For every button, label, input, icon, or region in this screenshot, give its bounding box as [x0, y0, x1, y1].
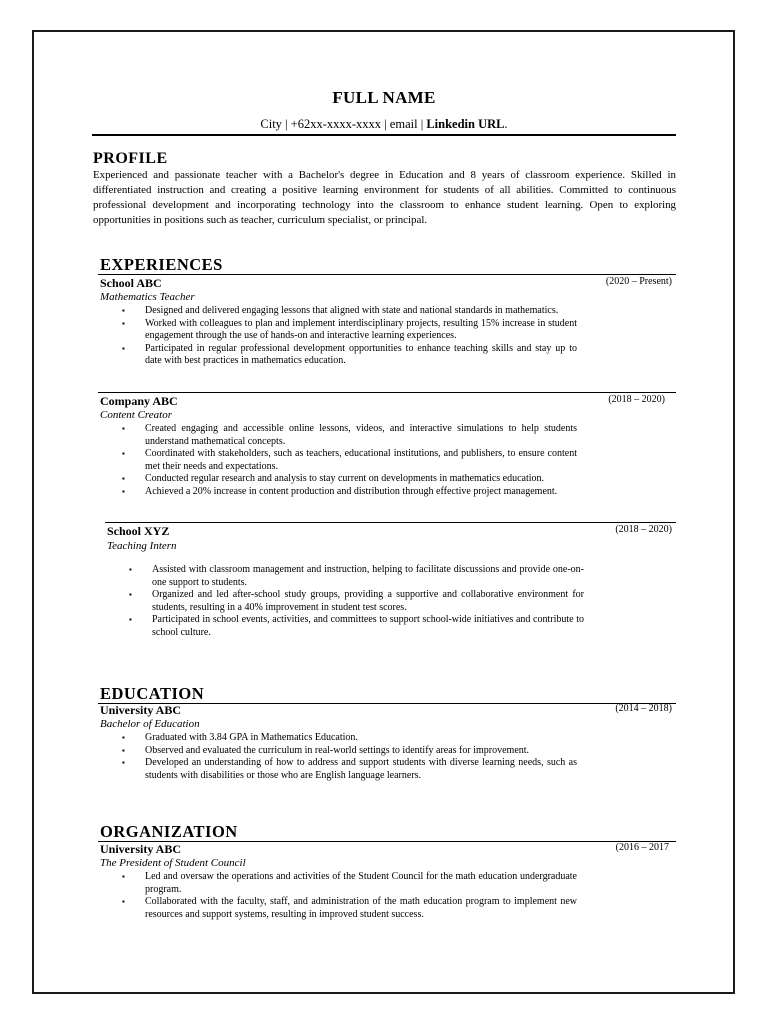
list-item: ▪ Collaborated with the faculty, staff, and administration of the math education program to implement new resources and support systems, resulting in improved student success. — [145, 896, 577, 921]
experience-2-divider — [98, 392, 676, 393]
experience-2-name: Company ABC — [100, 394, 178, 408]
education-role: Bachelor of Education — [100, 718, 200, 730]
list-item: ▪ Led and oversaw the operations and activities of the Student Council for the math education undergraduate program. — [145, 871, 577, 896]
education-heading: EDUCATION — [100, 684, 205, 703]
experience-2-date: (2018 – 2020) — [608, 394, 665, 405]
full-name: FULL NAME — [332, 88, 436, 107]
organization-name: University ABC — [100, 842, 181, 856]
profile-heading: PROFILE — [93, 150, 168, 167]
list-item: ▪ Worked with colleagues to plan and implement interdisciplinary projects, resulting 15% increase in student engagement through the use of hands-on and interactive learning experiences. — [145, 318, 577, 343]
experience-3-date: (2018 – 2020) — [615, 524, 672, 535]
experience-1-role: Mathematics Teacher — [100, 291, 195, 303]
experience-3-role: Teaching Intern — [107, 540, 177, 552]
list-item: ▪ Achieved a 20% increase in content production and distribution through effective project management. — [145, 486, 577, 499]
list-item: ▪ Assisted with classroom management and instruction, helping to facilitate discussions and provide one-on-one support to students. — [152, 564, 584, 589]
experience-1-date: (2020 – Present) — [605, 276, 672, 287]
education-bullets — [145, 732, 577, 782]
experiences-divider — [98, 274, 676, 275]
list-item: ▪ Observed and evaluated the curriculum in real-world settings to identify areas for improvement. — [145, 745, 577, 758]
organization-heading: ORGANIZATION — [100, 822, 238, 841]
experiences-heading: EXPERIENCES — [100, 255, 223, 274]
list-item: ▪ Designed and delivered engaging lessons that aligned with state and national standards in mathematics. — [145, 305, 577, 318]
education-date: (2014 – 2018) — [615, 703, 672, 714]
experience-1-name: School ABC — [100, 276, 162, 290]
linkedin-link[interactable]: Linkedin URL — [426, 117, 505, 131]
education-name: University ABC — [100, 703, 181, 717]
contact-line — [0, 117, 768, 132]
contact-details: City | +62xx-xxxx-xxxx | email | — [260, 117, 427, 131]
experience-2-bullets — [145, 423, 577, 499]
experience-3-name: School XYZ — [107, 524, 170, 538]
list-item: ▪ Coordinated with stakeholders, such as teachers, educational institutions, and publishers, to ensure content met their needs and expectations. — [145, 448, 577, 473]
profile-summary: Experienced and passionate teacher with a Bachelor's degree in Education and 8 years of classroom experience. Skilled in differentiated instruction and creating a positive learning environment for students of all abilities. Committed to continuous professional development and incorporating technology into the classroom to enhance student learning. Open to exploring opportunities in positions such as teacher, curriculum specialist, or principal. — [93, 169, 676, 227]
header-divider — [92, 134, 676, 136]
experience-3-divider — [105, 522, 676, 523]
contact-end: . — [504, 117, 508, 131]
experience-3-bullets — [152, 564, 584, 640]
experience-1-bullets — [145, 305, 577, 368]
list-item: ▪ Participated in school events, activities, and committees to support school-wide initiatives and contribute to school culture. — [152, 614, 584, 639]
organization-role: The President of Student Council — [100, 857, 246, 869]
organization-bullets — [145, 871, 577, 921]
list-item: ▪ Created engaging and accessible online lessons, videos, and interactive simulations to help students understand mathematical concepts. — [145, 423, 577, 448]
list-item: ▪ Developed an understanding of how to address and support students with diverse learning needs, such as students with disabilities or those who are English language learners. — [145, 757, 577, 782]
organization-date: (2016 – 2017 — [615, 842, 669, 853]
list-item: ▪ Conducted regular research and analysis to stay current on developments in mathematics education. — [145, 473, 577, 486]
experience-2-role: Content Creator — [100, 409, 173, 421]
list-item: ▪ Participated in regular professional development opportunities to enhance teaching skills and stay up to date with best practices in mathematics education. — [145, 343, 577, 368]
list-item: ▪ Organized and led after-school study groups, providing a supportive and collaborative environment for students, resulting in a 40% improvement in student test scores. — [152, 589, 584, 614]
list-item: ▪ Graduated with 3.84 GPA in Mathematics Education. — [145, 732, 577, 745]
